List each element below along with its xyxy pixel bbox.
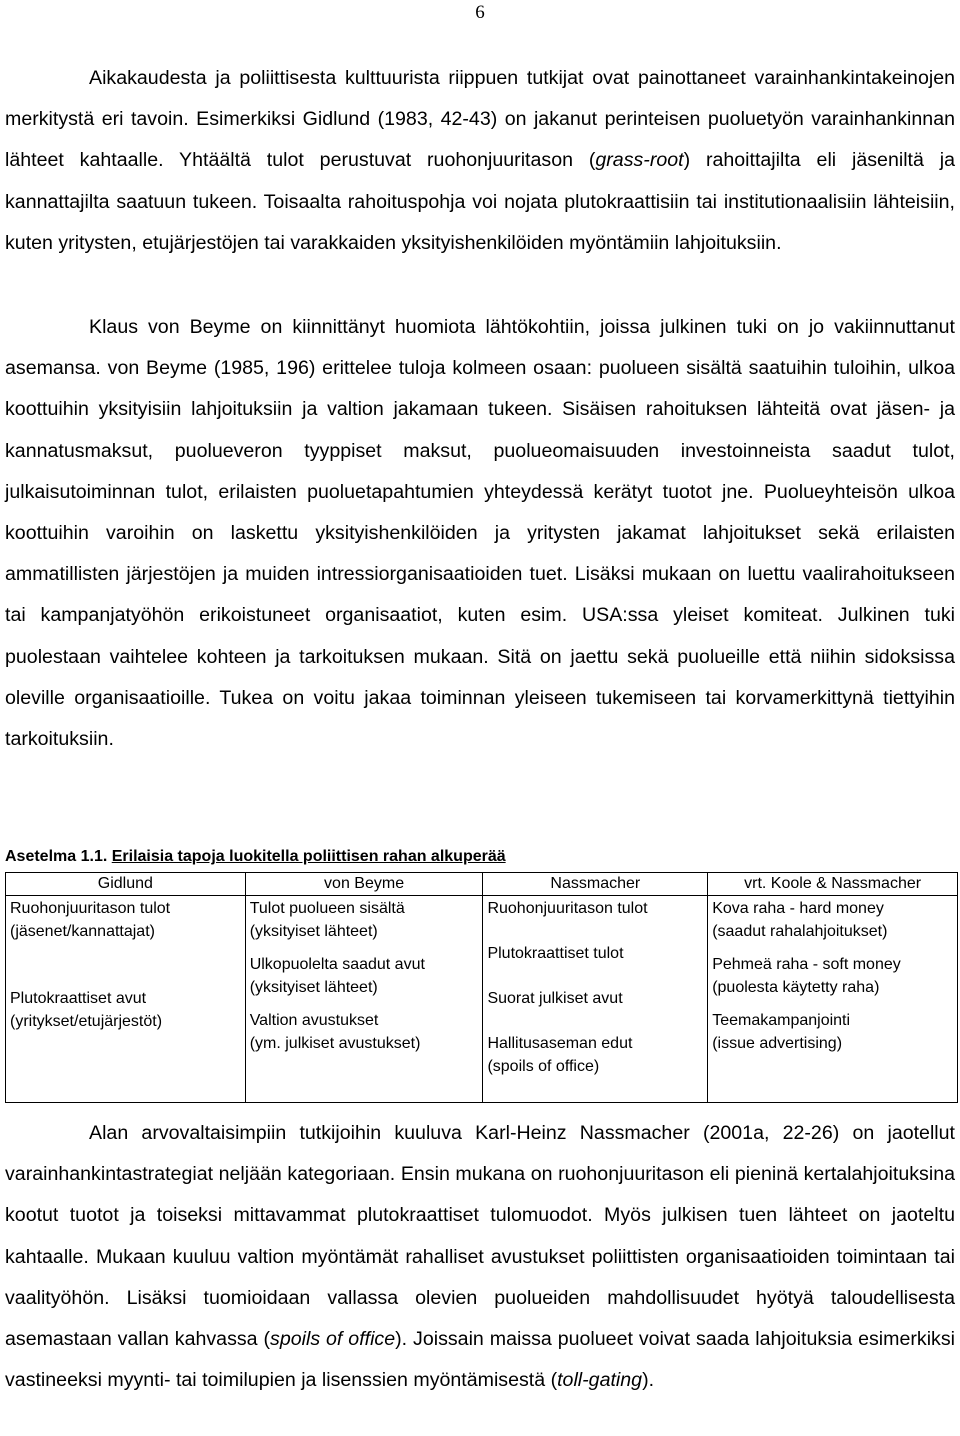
table-cell-line: (ym. julkiset avustukset) (249, 1034, 421, 1052)
table-cell-line: Teemakampanjointi (712, 1012, 851, 1029)
paragraph-emphasis: grass-root (595, 149, 684, 172)
column-header-gidlund: Gidlund (6, 873, 246, 896)
page-number: 6 (475, 2, 485, 23)
table-cell-line: (yksityiset lähteet) (249, 978, 378, 996)
table-cell-line: Pehmeä raha - soft money (712, 956, 901, 973)
table-cell-line: Valtion avustukset (249, 1012, 379, 1029)
table-title (5, 848, 506, 866)
funding-classification-table (5, 872, 958, 1103)
table-cell-line: (saadut rahalahjoitukset) (712, 922, 888, 940)
table-cell-line: Hallitusaseman edut (487, 1035, 633, 1052)
table-cell-line: (issue advertising) (712, 1034, 843, 1052)
table-cell-gidlund (6, 896, 246, 1103)
paragraph-funding-sources (5, 58, 955, 264)
paragraph-text: Aikakaudesta ja poliittisesta kulttuurista riippuen tutkijat ovat painottaneet varainhankintakeinojen merkitystä eri tavoin. Esimerkiksi Gidlund (1983, 42-43) on jakanut perinteisen puoluetyön varainhankinnan lähteet kahtaalle. Yhtäältä tulot perustuvat ruohonjuuritason ( (5, 67, 955, 172)
table-cell-nassmacher (483, 896, 708, 1103)
paragraph-text: Klaus von Beyme on kiinnittänyt huomiota lähtökohtiin, joissa julkinen tuki on jo vakiinnuttanut asemansa. von Beyme (1985, 196) erittelee tuloja kolmeen osaan: puolueen sisältä saatuihin tuloihin, ulkoa koottuihin yksityisiin lahjoituksiin ja valtion jakamaan tukeen. Sisäisen rahoituksen lähteitä ovat jäsen- ja kannatusmaksut, puolueveron tyyppiset maksut, puolueomaisuuden investoinneista saadut tulot, julkaisutoiminnan tulot, erilaisten puoluetapahtumien yhteydessä kerätyt tuotot jne. Puolueyhteisön ulkoa koottuihin varoihin on laskettu yksityishenkilöiden ja yritysten jakamat lahjoitukset sekä erilaisten ammatillisten järjestöjen ja muiden intressiorganisaatioiden tuet. Lisäksi mukaan on luettu vaalirahoitukseen tai kampanjatyöhön erikoistuneet organisaatiot, kuten esim. USA:ssa yleiset komiteat. Julkinen tuki puolestaan vaihtelee kohteen ja tarkoituksen mukaan. Sitä on jaettu sekä puolueille että niihin sidoksissa oleville organisaatioille. Tukea on voitu jakaa toiminnan yleiseen tukemiseen tai korvamerkittynä tiettyihin tarkoituksiin. (5, 316, 955, 751)
table-cell-koole-nassmacher (708, 896, 958, 1103)
table-cell-line: (yritykset/etujärjestöt) (10, 1012, 163, 1030)
paragraph-text: ). (642, 1369, 655, 1392)
paragraph-emphasis: toll-gating (557, 1369, 643, 1392)
table-caption: Erilaisia tapoja luokitella poliittisen rahan alkuperää (111, 848, 506, 865)
column-header-koole-nassmacher: vrt. Koole & Nassmacher (708, 873, 958, 896)
table-cell-line: Plutokraattiset avut (10, 990, 147, 1007)
paragraph-text: ) rahoittajilta eli jäseniltä ja kannattajilta saatuun tukeen. Toisaalta rahoituspohja voi nojata plutokraattisiin tai institutionaalisiin lähteisiin, kuten yritysten, etujärjestöjen tai varakkaiden yksityishenkilöiden myöntämiin lahjoituksiin. (5, 149, 955, 254)
paragraph-text: ). Joissain maissa puolueet voivat saada lahjoituksia esimerkiksi vastineeksi myynti- tai toimilupien ja lisenssien myöntämisestä ( (5, 1328, 956, 1392)
table-cell-line: Ruohonjuuritason tulot (487, 900, 648, 917)
column-header-nassmacher: Nassmacher (483, 873, 708, 896)
table-cell-line: (spoils of office) (487, 1057, 600, 1075)
table-cell-line: Ruohonjuuritason tulot (10, 900, 171, 917)
paragraph-nassmacher (5, 1113, 955, 1401)
table-cell-line: Kova raha - hard money (712, 900, 884, 917)
paragraph-emphasis: spoils of office (270, 1328, 396, 1351)
table-cell-von-beyme (245, 896, 483, 1103)
column-header-von-beyme: von Beyme (245, 873, 483, 896)
table-cell-line: Ulkopuolelta saadut avut (249, 956, 425, 973)
table-cell-line: (jäsenet/kannattajat) (10, 922, 155, 940)
table-cell-line: Plutokraattiset tulot (487, 945, 624, 962)
paragraph-text: Alan arvovaltaisimpiin tutkijoihin kuuluva Karl-Heinz Nassmacher (2001a, 22-26) on jaotellut varainhankintastrategiat neljään kategoriaan. Ensin mukana on ruohonjuuritason eli pieninä kertalahjoituksina kootut tuotot ja toiseksi mittavammat plutokraattiset tulomuodot. Myös julkisen tuen lähteet on jaoteltu kahtaalle. Mukaan kuuluu valtion myöntämät rahalliset avustukset poliittisten organisaatioiden toimintaan tai vaalityöhön. Lisäksi tuomioidaan vallassa olevien puolueiden mahdollisuudet hyötyä taloudellisesta asemastaan vallan kahvassa ( (5, 1122, 955, 1351)
table-cell-line: (yksityiset lähteet) (249, 922, 378, 940)
table-cell-line: Tulot puolueen sisältä (249, 900, 405, 917)
table-cell-line: Suorat julkiset avut (487, 990, 623, 1007)
table-cell-line: (puolesta käytetty raha) (712, 978, 880, 996)
table-label: Asetelma 1.1. (5, 848, 108, 865)
table-row (6, 896, 958, 1103)
paragraph-von-beyme (5, 307, 955, 760)
table-header-row (6, 873, 958, 896)
